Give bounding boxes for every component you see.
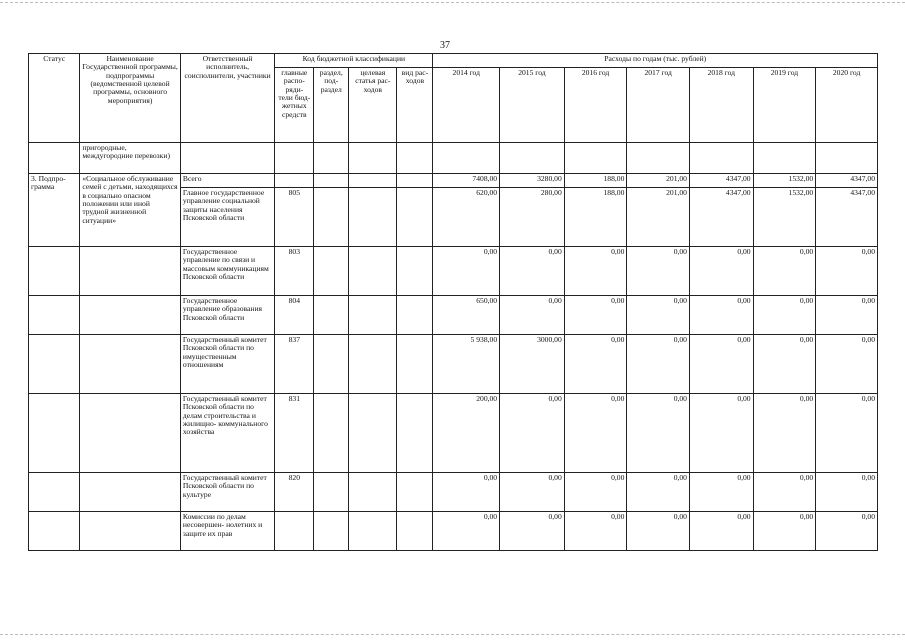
executor-cell: Государственное управление образования Псковской области	[180, 296, 274, 335]
value-cell: 0,00	[500, 512, 565, 551]
value-cell: 0,00	[689, 512, 753, 551]
header-year: 2020 год	[816, 68, 878, 143]
executor-cell: Государственный комитет Псковской области по делам строительства и жилищно- коммунального хозяйства	[180, 394, 274, 473]
value-cell: 0,00	[433, 512, 500, 551]
value-cell: 0,00	[689, 296, 753, 335]
value-cell: 0,00	[816, 335, 878, 394]
grbs-cell: 804	[275, 296, 314, 335]
value-cell: 3000,00	[500, 335, 565, 394]
value-cell: 620,00	[433, 188, 500, 247]
table-row	[29, 335, 878, 394]
table-row	[29, 512, 878, 551]
executor-cell: Главное государственное управление социальной защиты населения Псковской области	[180, 188, 274, 247]
scan-edge-bottom	[0, 634, 905, 636]
value-cell: 0,00	[753, 394, 816, 473]
value-cell: 0,00	[500, 394, 565, 473]
value-cell: 0,00	[689, 247, 753, 296]
table-row	[29, 394, 878, 473]
value-cell: 0,00	[689, 473, 753, 512]
value-cell: 7408,00	[433, 174, 500, 188]
header-type: вид рас- ходов	[397, 68, 433, 143]
value-cell: 1532,00	[753, 188, 816, 247]
value-cell: 0,00	[816, 512, 878, 551]
value-cell: 0,00	[627, 512, 690, 551]
value-cell: 0,00	[627, 296, 690, 335]
grbs-cell: 820	[275, 473, 314, 512]
value-cell: 0,00	[627, 335, 690, 394]
table-row	[29, 174, 878, 188]
value-cell: 3280,00	[500, 174, 565, 188]
value-cell: 0,00	[627, 473, 690, 512]
table-row	[29, 296, 878, 335]
header-target: целевая статья рас- ходов	[349, 68, 397, 143]
value-cell: 0,00	[564, 247, 627, 296]
grbs-cell: 803	[275, 247, 314, 296]
header-year: 2017 год	[627, 68, 690, 143]
header-row-1	[29, 54, 878, 68]
subprogram-name: «Социальное обслуживание семей с детьми, находящихся в социально опасном положении или иной трудной жизненной ситуации»	[80, 174, 181, 247]
value-cell: 4347,00	[689, 188, 753, 247]
budget-table	[28, 53, 878, 551]
value-cell: 0,00	[564, 335, 627, 394]
header-year: 2018 год	[689, 68, 753, 143]
value-cell: 0,00	[433, 473, 500, 512]
value-cell: 4347,00	[816, 188, 878, 247]
value-cell: 200,00	[433, 394, 500, 473]
value-cell: 0,00	[433, 247, 500, 296]
table-row	[29, 247, 878, 296]
executor-cell: Государственный комитет Псковской области по культуре	[180, 473, 274, 512]
grbs-cell: 831	[275, 394, 314, 473]
header-name: Наименование Государственной программы, подпрограммы (ведомственной целевой программы, основного мероприятия)	[80, 54, 181, 143]
value-cell: 0,00	[689, 335, 753, 394]
value-cell: 0,00	[816, 394, 878, 473]
carry-over-row	[29, 143, 878, 174]
value-cell: 0,00	[500, 296, 565, 335]
executor-cell: Государственное управление по связи и массовым коммуникациям Псковской области	[180, 247, 274, 296]
value-cell: 0,00	[564, 296, 627, 335]
value-cell: 4347,00	[689, 174, 753, 188]
value-cell: 0,00	[816, 247, 878, 296]
value-cell: 650,00	[433, 296, 500, 335]
header-year: 2015 год	[500, 68, 565, 143]
header-expenses: Расходы по годам (тыс. рублей)	[433, 54, 878, 68]
value-cell: 0,00	[627, 394, 690, 473]
value-cell: 0,00	[500, 247, 565, 296]
executor-cell: Комиссии по делам несовершен- нолетних и защите их прав	[180, 512, 274, 551]
subprogram-status: 3. Подпро- грамма	[29, 174, 80, 247]
value-cell: 188,00	[564, 188, 627, 247]
executor-cell: Государственный комитет Псковской области по имущественным отношениям	[180, 335, 274, 394]
value-cell: 0,00	[564, 394, 627, 473]
header-budget-code: Код бюджетной классификации	[275, 54, 433, 68]
value-cell: 0,00	[753, 247, 816, 296]
value-cell: 1532,00	[753, 174, 816, 188]
value-cell: 5 938,00	[433, 335, 500, 394]
value-cell: 0,00	[689, 394, 753, 473]
value-cell: 201,00	[627, 188, 690, 247]
value-cell: 0,00	[564, 473, 627, 512]
value-cell: 201,00	[627, 174, 690, 188]
value-cell: 0,00	[564, 512, 627, 551]
header-status: Статус	[29, 54, 80, 143]
value-cell: 0,00	[753, 296, 816, 335]
value-cell: 188,00	[564, 174, 627, 188]
value-cell: 0,00	[753, 512, 816, 551]
header-year: 2019 год	[753, 68, 816, 143]
header-section: раздел, под- раздел	[314, 68, 349, 143]
value-cell: 0,00	[500, 473, 565, 512]
value-cell: 4347,00	[816, 174, 878, 188]
value-cell: 0,00	[816, 473, 878, 512]
executor-cell: Всего	[180, 174, 274, 188]
grbs-cell: 837	[275, 335, 314, 394]
carry-over-text: пригородные, междугородние перевозки)	[80, 143, 181, 174]
value-cell: 0,00	[627, 247, 690, 296]
grbs-cell	[275, 512, 314, 551]
page-number: 37	[440, 40, 450, 51]
value-cell: 0,00	[753, 473, 816, 512]
header-year: 2014 год	[433, 68, 500, 143]
grbs-cell	[275, 174, 314, 188]
header-executor: Ответственный исполнитель, соисполнители, участники	[180, 54, 274, 143]
grbs-cell: 805	[275, 188, 314, 247]
header-year: 2016 год	[564, 68, 627, 143]
table-row	[29, 473, 878, 512]
header-grbs: главные распо- ряди- тели бюд- жетных средств	[275, 68, 314, 143]
value-cell: 0,00	[753, 335, 816, 394]
value-cell: 280,00	[500, 188, 565, 247]
value-cell: 0,00	[816, 296, 878, 335]
scan-edge-top	[0, 2, 905, 4]
